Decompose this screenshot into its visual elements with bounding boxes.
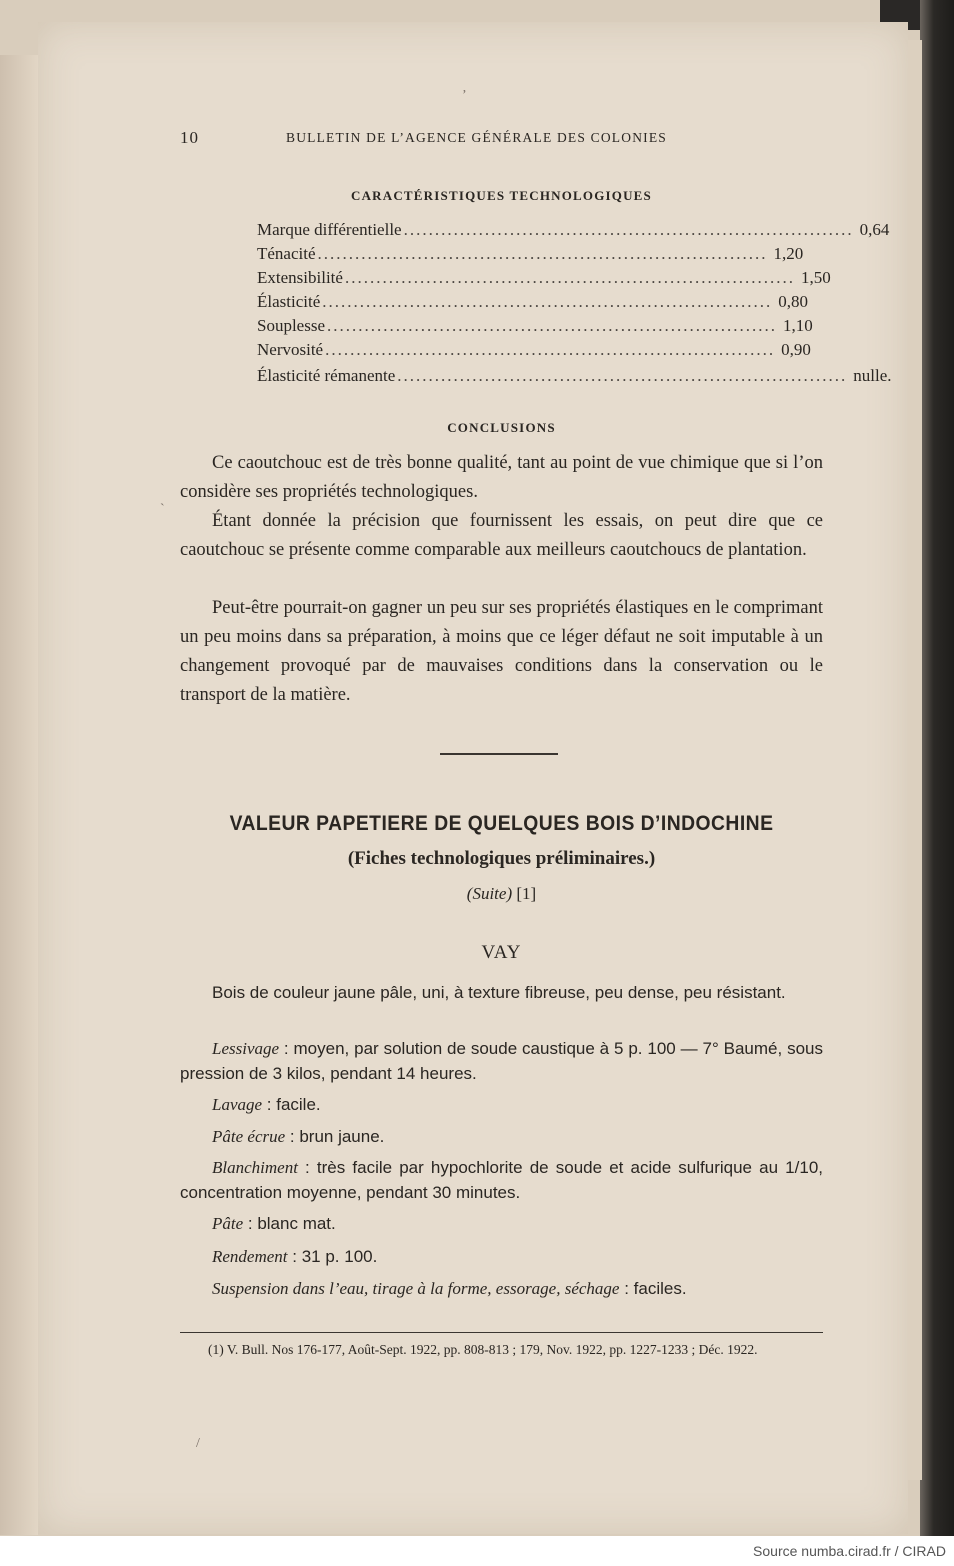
article-title: VALEUR PAPETIERE DE QUELQUES BOIS D’INDOCHINE xyxy=(229,812,774,835)
entry-lead: Lessivage xyxy=(212,1039,280,1058)
wood-description: Bois de couleur jaune pâle, uni, à texture fibreuse, peu dense, peu résistant. xyxy=(212,983,786,1002)
tech-heading: CARACTÉRISTIQUES TECHNOLOGIQUES xyxy=(350,188,652,203)
footnote: (1) V. Bull. Nos 176-177, Août-Sept. 1922, pp. 808-813 ; 179, Nov. 1922, pp. 1227-1233 ; Déc. 1922. xyxy=(208,1342,758,1357)
leader-dots: ........................................................................ xyxy=(322,292,773,311)
entry-lead: Blanchiment xyxy=(212,1158,298,1177)
left-page-edge xyxy=(0,55,38,1535)
running-title: BULLETIN DE L’AGENCE GÉNÉRALE DES COLONIES xyxy=(286,130,667,145)
entry-lead: Pâte écrue xyxy=(212,1127,286,1146)
section-divider xyxy=(440,753,558,755)
footnote-rule xyxy=(180,1332,823,1333)
leader-dots: ........................................................................ xyxy=(344,268,795,287)
entry-text: : facile. xyxy=(262,1095,321,1114)
spec-value: 1,50 xyxy=(800,268,831,287)
entry-blanchiment xyxy=(180,1155,823,1205)
leader-dots: ........................................................................ xyxy=(317,244,768,263)
entry-text: : blanc mat. xyxy=(243,1214,336,1233)
spec-value: 0,64 xyxy=(859,220,890,239)
spec-row xyxy=(257,268,831,292)
entry-text: : faciles. xyxy=(619,1279,687,1298)
leader-dots: ........................................................................ xyxy=(325,340,776,359)
entry-text: : très facile par hypochlorite de soude et acide sulfurique au 1/10, concentration moyenne, pendant 30 minutes. xyxy=(180,1158,823,1202)
entry-text: : brun jaune. xyxy=(285,1127,385,1146)
spec-label: Extensibilité xyxy=(257,268,343,287)
spec-row xyxy=(257,292,809,316)
spec-row xyxy=(257,316,813,340)
conclusions-heading: CONCLUSIONS xyxy=(447,420,556,435)
entry-pate-ecrue xyxy=(180,1124,823,1149)
entry-lavage xyxy=(180,1092,823,1117)
running-head xyxy=(180,128,740,150)
entry-lead: Pâte xyxy=(212,1214,244,1233)
scan-speck: ˴ xyxy=(160,496,165,511)
article-subtitle: (Fiches technologiques préliminaires.) xyxy=(347,848,656,869)
binding-edge xyxy=(920,0,954,1536)
footnote-ref: [1] xyxy=(516,884,537,903)
leader-dots: ........................................................................ xyxy=(403,220,854,239)
spec-label: Ténacité xyxy=(257,244,316,263)
spec-row xyxy=(257,220,890,244)
conclusion-paragraph-2: Étant donnée la précision que fournissent les essais, on peut dire que ce caoutchouc se présente comme comparable aux meilleurs caoutchoucs de plantation. xyxy=(180,511,823,560)
spec-label: Souplesse xyxy=(257,316,325,335)
spec-value: nulle. xyxy=(853,366,892,385)
scan-speck: ʼ xyxy=(462,88,467,103)
entry-lead: Rendement xyxy=(212,1247,288,1266)
entry-lessivage xyxy=(180,1036,823,1086)
spec-row xyxy=(257,366,892,390)
spec-value: 1,10 xyxy=(783,316,813,335)
spec-value: 1,20 xyxy=(773,244,804,263)
entry-lead: Suspension dans l’eau, tirage à la forme, essorage, séchage xyxy=(212,1279,620,1298)
spec-value: 0,90 xyxy=(781,340,811,359)
conclusion-paragraph-3: Peut-être pourrait-on gagner un peu sur ses propriétés élastiques en le comprimant un peu moins dans sa préparation, à moins que ce léger défaut ne soit imputable à un changement provoqué par de mauvaises conditions dans la conservation ou le transport de la matière. xyxy=(180,598,823,705)
spec-label: Nervosité xyxy=(257,340,324,359)
suite-label: (Suite) xyxy=(466,884,513,903)
source-credit: Source numba.cirad.fr / CIRAD xyxy=(753,1543,946,1559)
spec-label: Élasticité xyxy=(257,292,321,311)
entry-rendement xyxy=(180,1244,823,1269)
spec-row xyxy=(257,244,804,268)
page-fold xyxy=(906,40,922,1480)
article-suite-line xyxy=(180,884,823,904)
entry-lead: Lavage xyxy=(212,1095,263,1114)
entry-text: : moyen, par solution de soude caustique à 5 p. 100 — 7° Baumé, sous pression de 3 kilos, pendant 14 heures. xyxy=(180,1039,823,1083)
conclusion-paragraph-1: Ce caoutchouc est de très bonne qualité, tant au point de vue chimique que si l’on considère ses propriétés technologiques. xyxy=(180,453,823,502)
scan-speck: / xyxy=(196,1436,200,1451)
entry-pate xyxy=(180,1211,823,1236)
page-number: 10 xyxy=(180,128,199,147)
spec-value: 0,80 xyxy=(778,292,809,311)
spec-label: Marque différentielle xyxy=(257,220,402,239)
entry-text: : 31 p. 100. xyxy=(287,1247,378,1266)
leader-dots: ........................................................................ xyxy=(327,316,777,335)
entry-suspension xyxy=(180,1276,823,1301)
leader-dots: ........................................................................ xyxy=(397,366,848,385)
spec-row xyxy=(257,340,811,364)
spec-label: Élasticité rémanente xyxy=(257,366,396,385)
wood-name: VAY xyxy=(481,942,522,963)
